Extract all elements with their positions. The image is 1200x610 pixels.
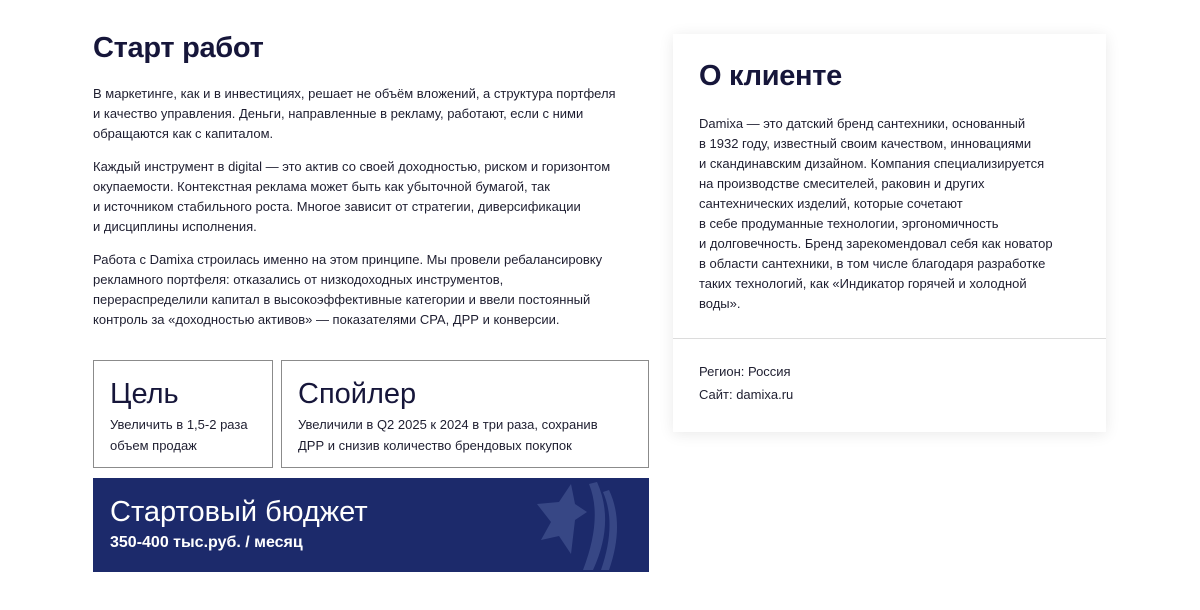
client-site: Сайт: damixa.ru xyxy=(699,387,794,402)
client-region: Регион: Россия xyxy=(699,364,791,379)
start-paragraph-1: В маркетинге, как и в инвестициях, решает не объём вложений, а структура портфеля и качество управления. Деньги, направленные в рекламу, работают, если с ними обращаются как с капиталом. xyxy=(93,86,616,141)
goal-text: Увеличить в 1,5-2 раза объем продаж xyxy=(110,417,248,453)
card-divider xyxy=(673,338,1106,339)
spoiler-text: Увеличили в Q2 2025 к 2024 в три раза, сохранив ДРР и снизив количество брендовых покупок xyxy=(298,417,598,453)
client-description: Damixa — это датский бренд сантехники, основанный в 1932 году, известный своим качеством, инновациями и скандинавским дизайном. Компания специализируется на производстве смесителей, раковин и других сантехнических изделий, которые сочетают в себе продуманные технологии, эргономичность и долговечность. Бренд зарекомендовал себя как новатор в области сантехники, в том числе благодаря разработке таких технологий, как «Индикатор горячей и холодной воды». xyxy=(699,116,1053,311)
goal-box xyxy=(93,360,273,468)
goal-title: Цель xyxy=(110,378,179,410)
start-section xyxy=(93,32,649,343)
spoiler-box xyxy=(281,360,649,468)
start-paragraph-3: Работа с Damixa строилась именно на этом принципе. Мы провели ребалансировку рекламного портфеля: отказались от низкодоходных инструментов, перераспределили капитал в высокоэффективные категории и ввели постоянный контроль за «доходностью активов» — показателями CPA, ДРР и конверсии. xyxy=(93,252,603,327)
client-card xyxy=(673,34,1106,432)
budget-banner xyxy=(93,478,649,572)
client-title: О клиенте xyxy=(699,60,843,92)
start-title: Старт работ xyxy=(93,32,264,64)
start-paragraph-2: Каждый инструмент в digital — это актив со своей доходностью, риском и горизонтом окупаемости. Контекстная реклама может быть как убыточной бумагой, так и источником стабильного роста. Многое зависит от стратегии, диверсификации и дисциплины исполнения. xyxy=(93,159,611,234)
spoiler-title: Спойлер xyxy=(298,378,417,410)
budget-value: 350-400 тыс.руб. / месяц xyxy=(110,534,303,551)
budget-title: Стартовый бюджет xyxy=(110,496,368,528)
